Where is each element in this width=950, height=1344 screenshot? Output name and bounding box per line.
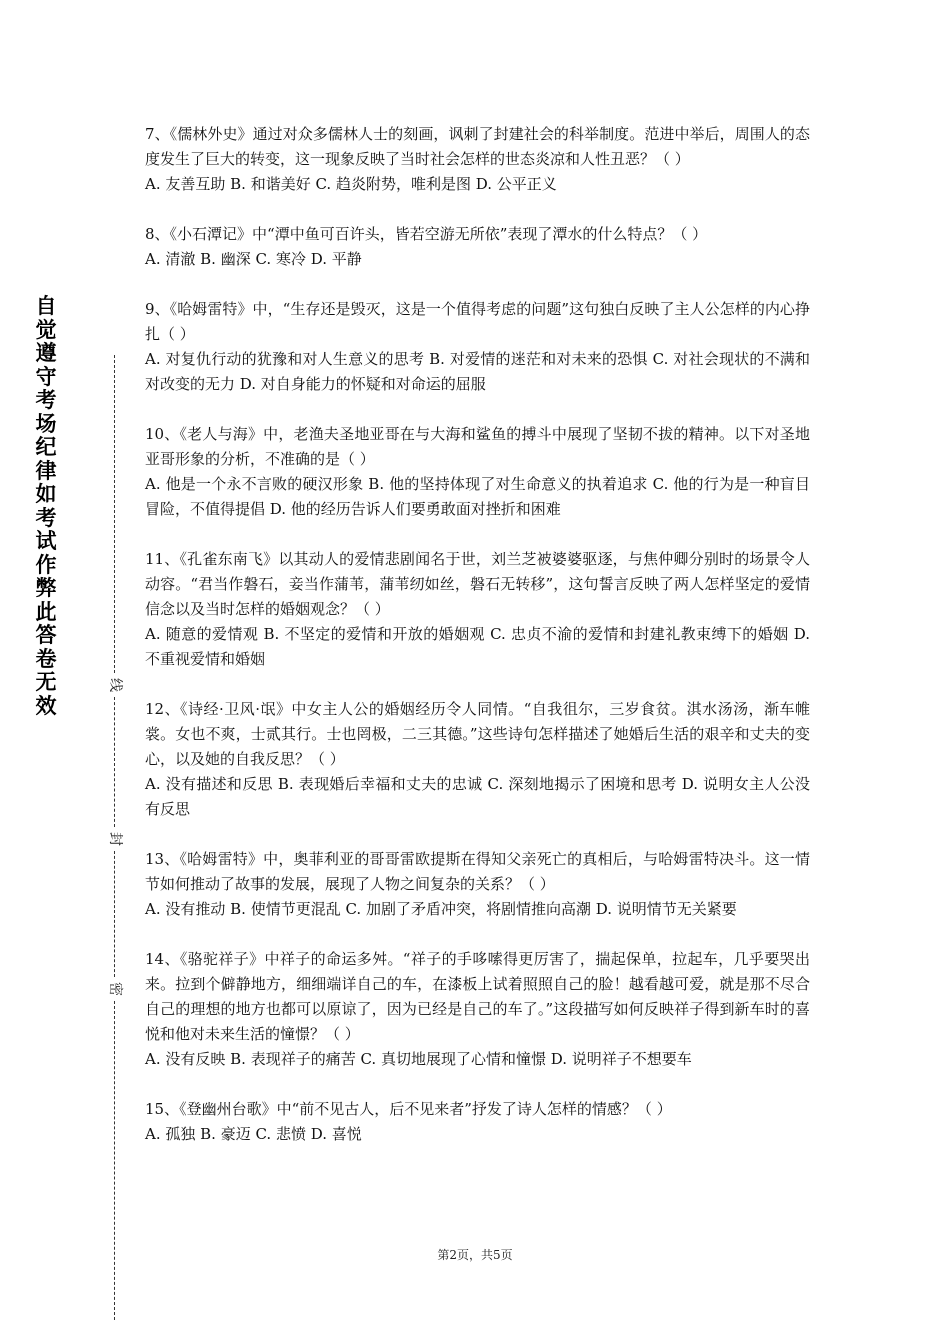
question-stem: 8、《小石潭记》中“潭中鱼可百许头，皆若空游无所依”表现了潭水的什么特点？（ ） xyxy=(145,225,708,243)
dashed-line-segment xyxy=(114,1001,115,1320)
binding-mark-secret: 密 xyxy=(107,982,123,996)
question-options: A. 清澈 B. 幽深 C. 寒冷 D. 平静 xyxy=(145,250,362,268)
question-7 xyxy=(145,122,810,197)
dashed-line-segment xyxy=(114,355,115,673)
question-list xyxy=(145,122,810,1172)
binding-mark-seal: 封 xyxy=(107,832,123,846)
question-10 xyxy=(145,422,810,522)
question-12 xyxy=(145,697,810,822)
question-stem: 13、《哈姆雷特》中，奥菲利亚的哥哥雷欧提斯在得知父亲死亡的真相后，与哈姆雷特决斗。这一情节如何推动了故事的发展，展现了人物之间复杂的关系？（ ） xyxy=(145,850,810,893)
dashed-line-segment xyxy=(114,697,115,827)
question-options: A. 孤独 B. 豪迈 C. 悲愤 D. 喜悦 xyxy=(145,1125,362,1143)
question-14 xyxy=(145,947,810,1072)
question-stem: 14、《骆驼祥子》中祥子的命运多舛。“祥子的手哆嗦得更厉害了，揣起保单，拉起车，几乎要哭出来。拉到个僻静地方，细细端详自己的车，在漆板上试着照照自己的脸！越看越可爱，就是那不尽合自己的理想的地方也都可以原谅了，因为已经是自己的车了。”这段描写如何反映祥子得到新车时的喜悦和他对未来生活的憧憬？（ ） xyxy=(145,950,810,1043)
question-stem: 15、《登幽州台歌》中“前不见古人，后不见来者”抒发了诗人怎样的情感？（ ） xyxy=(145,1100,672,1118)
question-stem: 11、《孔雀东南飞》以其动人的爱情悲剧闻名于世，刘兰芝被婆婆驱逐，与焦仲卿分别时的场景令人动容。“君当作磐石，妾当作蒲苇，蒲苇纫如丝，磐石无转移”，这句誓言反映了两人怎样坚定的爱情信念以及当时怎样的婚姻观念？（ ） xyxy=(145,550,810,618)
exam-discipline-warning: 自觉遵守考场纪律如考试作弊此答卷无效 xyxy=(35,294,57,718)
binding-line xyxy=(105,355,125,1320)
binding-mark-line: 线 xyxy=(107,678,123,692)
question-stem: 9、《哈姆雷特》中，“生存还是毁灭，这是一个值得考虑的问题”这句独白反映了主人公怎样的内心挣扎（ ） xyxy=(145,300,810,343)
question-options: A. 友善互助 B. 和谐美好 C. 趋炎附势，唯利是图 D. 公平正义 xyxy=(145,175,557,193)
question-15 xyxy=(145,1097,810,1147)
question-13 xyxy=(145,847,810,922)
question-11 xyxy=(145,547,810,672)
question-stem: 10、《老人与海》中，老渔夫圣地亚哥在与大海和鲨鱼的搏斗中展现了坚韧不拔的精神。以下对圣地亚哥形象的分析，不准确的是（ ） xyxy=(145,425,810,468)
question-stem: 7、《儒林外史》通过对众多儒林人士的刻画，讽刺了封建社会的科举制度。范进中举后，周围人的态度发生了巨大的转变，这一现象反映了当时社会怎样的世态炎凉和人性丑恶？（ ） xyxy=(145,125,810,168)
question-9 xyxy=(145,297,810,397)
question-options: A. 他是一个永不言败的硬汉形象 B. 他的坚持体现了对生命意义的执着追求 C. 他的行为是一种盲目冒险，不值得提倡 D. 他的经历告诉人们要勇敢面对挫折和困难 xyxy=(145,475,810,518)
question-options: A. 对复仇行动的犹豫和对人生意义的思考 B. 对爱情的迷茫和对未来的恐惧 C. 对社会现状的不满和对改变的无力 D. 对自身能力的怀疑和对命运的屈服 xyxy=(145,350,810,393)
question-options: A. 没有描述和反思 B. 表现婚后幸福和丈夫的忠诚 C. 深刻地揭示了困境和思考 D. 说明女主人公没有反思 xyxy=(145,775,810,818)
question-options: A. 没有推动 B. 使情节更混乱 C. 加剧了矛盾冲突，将剧情推向高潮 D. 说明情节无关紧要 xyxy=(145,900,737,918)
question-8 xyxy=(145,222,810,272)
question-options: A. 随意的爱情观 B. 不坚定的爱情和开放的婚姻观 C. 忠贞不渝的爱情和封建礼教束缚下的婚姻 D. 不重视爱情和婚姻 xyxy=(145,625,810,668)
page-number: 第2页，共5页 xyxy=(437,1248,513,1262)
dashed-line-segment xyxy=(114,851,115,977)
question-stem: 12、《诗经·卫风·氓》中女主人公的婚姻经历令人同情。“自我徂尔，三岁食贫。淇水汤汤，渐车帷裳。女也不爽，士贰其行。士也罔极，二三其德。”这些诗句怎样描述了她婚后生活的艰辛和丈夫的变心，以及她的自我反思？（ ） xyxy=(145,700,810,768)
question-options: A. 没有反映 B. 表现祥子的痛苦 C. 真切地展现了心情和憧憬 D. 说明祥子不想要车 xyxy=(145,1050,692,1068)
